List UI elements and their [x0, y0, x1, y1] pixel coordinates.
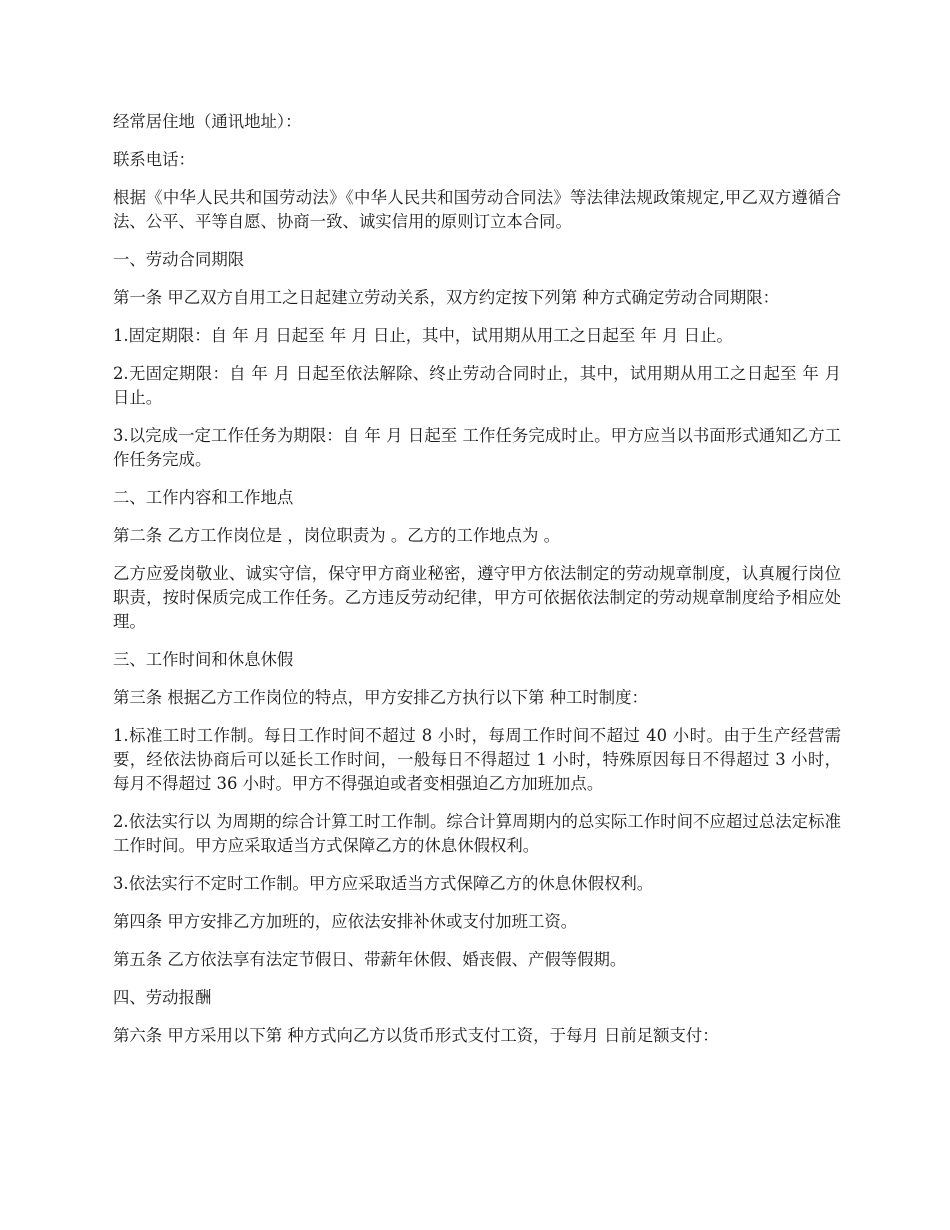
document-page	[113, 110, 847, 1062]
article-1: 第一条 甲乙双方自用工之日起建立劳动关系，双方约定按下列第 种方式确定劳动合同期限：	[113, 288, 780, 307]
residence-address-line: 经常居住地（通讯地址）：	[113, 112, 302, 131]
article-1-item-1: 1.固定期限：自 年 月 日起至 年 月 日止，其中，试用期从用工之日起至 年 月 日止。	[113, 326, 733, 345]
section-heading-work-content: 二、工作内容和工作地点	[113, 488, 294, 507]
section-heading-contract-term: 一、劳动合同期限	[113, 250, 245, 269]
article-6: 第六条 甲方采用以下第 种方式向乙方以货币形式支付工资，于每月 日前足额支付：	[113, 1026, 719, 1045]
article-2: 第二条 乙方工作岗位是 ，岗位职责为 。乙方的工作地点为 。	[113, 526, 560, 545]
article-3-item-1: 1.标准工时工作制。每日工作时间不超过 8 小时，每周工作时间不超过 40 小时。由于生产经营需要，经依法协商后可以延长工作时间，一般每日不得超过 1 小时，特殊原因每日不得超过 3 小时，每月不得超过 36 小时。甲方不得强迫或者变相强迫乙方加班加点。	[113, 726, 841, 793]
contact-phone-line: 联系电话：	[113, 150, 195, 169]
article-1-item-3: 3.以完成一定工作任务为期限：自 年 月 日起至 工作任务完成时止。甲方应当以书面形式通知乙方工作任务完成。	[113, 426, 841, 469]
article-2-duties: 乙方应爱岗敬业、诚实守信，保守甲方商业秘密，遵守甲方依法制定的劳动规章制度，认真履行岗位职责，按时保质完成工作任务。乙方违反劳动纪律，甲方可依据依法制定的劳动规章制度给予相应处理。	[113, 564, 841, 631]
section-heading-remuneration: 四、劳动报酬	[113, 988, 212, 1007]
article-3-item-3: 3.依法实行不定时工作制。甲方应采取适当方式保障乙方的休息休假权利。	[113, 874, 654, 893]
article-3-item-2: 2.依法实行以 为周期的综合计算工时工作制。综合计算周期内的总实际工作时间不应超过总法定标准工作时间。甲方应采取适当方式保障乙方的休息休假权利。	[113, 812, 841, 855]
article-4: 第四条 甲方安排乙方加班的，应依法安排补休或支付加班工资。	[113, 912, 578, 931]
article-3: 第三条 根据乙方工作岗位的特点，甲方安排乙方执行以下第 种工时制度：	[113, 688, 648, 707]
article-5: 第五条 乙方依法享有法定节假日、带薪年休假、婚丧假、产假等假期。	[113, 950, 627, 969]
preamble-paragraph: 根据《中华人民共和国劳动法》《中华人民共和国劳动合同法》等法律法规政策规定,甲乙双方遵循合法、公平、平等自愿、协商一致、诚实信用的原则订立本合同。	[113, 188, 841, 231]
article-1-item-2: 2.无固定期限：自 年 月 日起至依法解除、终止劳动合同时止，其中，试用期从用工之日起至 年 月 日止。	[113, 364, 847, 407]
section-heading-working-hours: 三、工作时间和休息休假	[113, 650, 294, 669]
